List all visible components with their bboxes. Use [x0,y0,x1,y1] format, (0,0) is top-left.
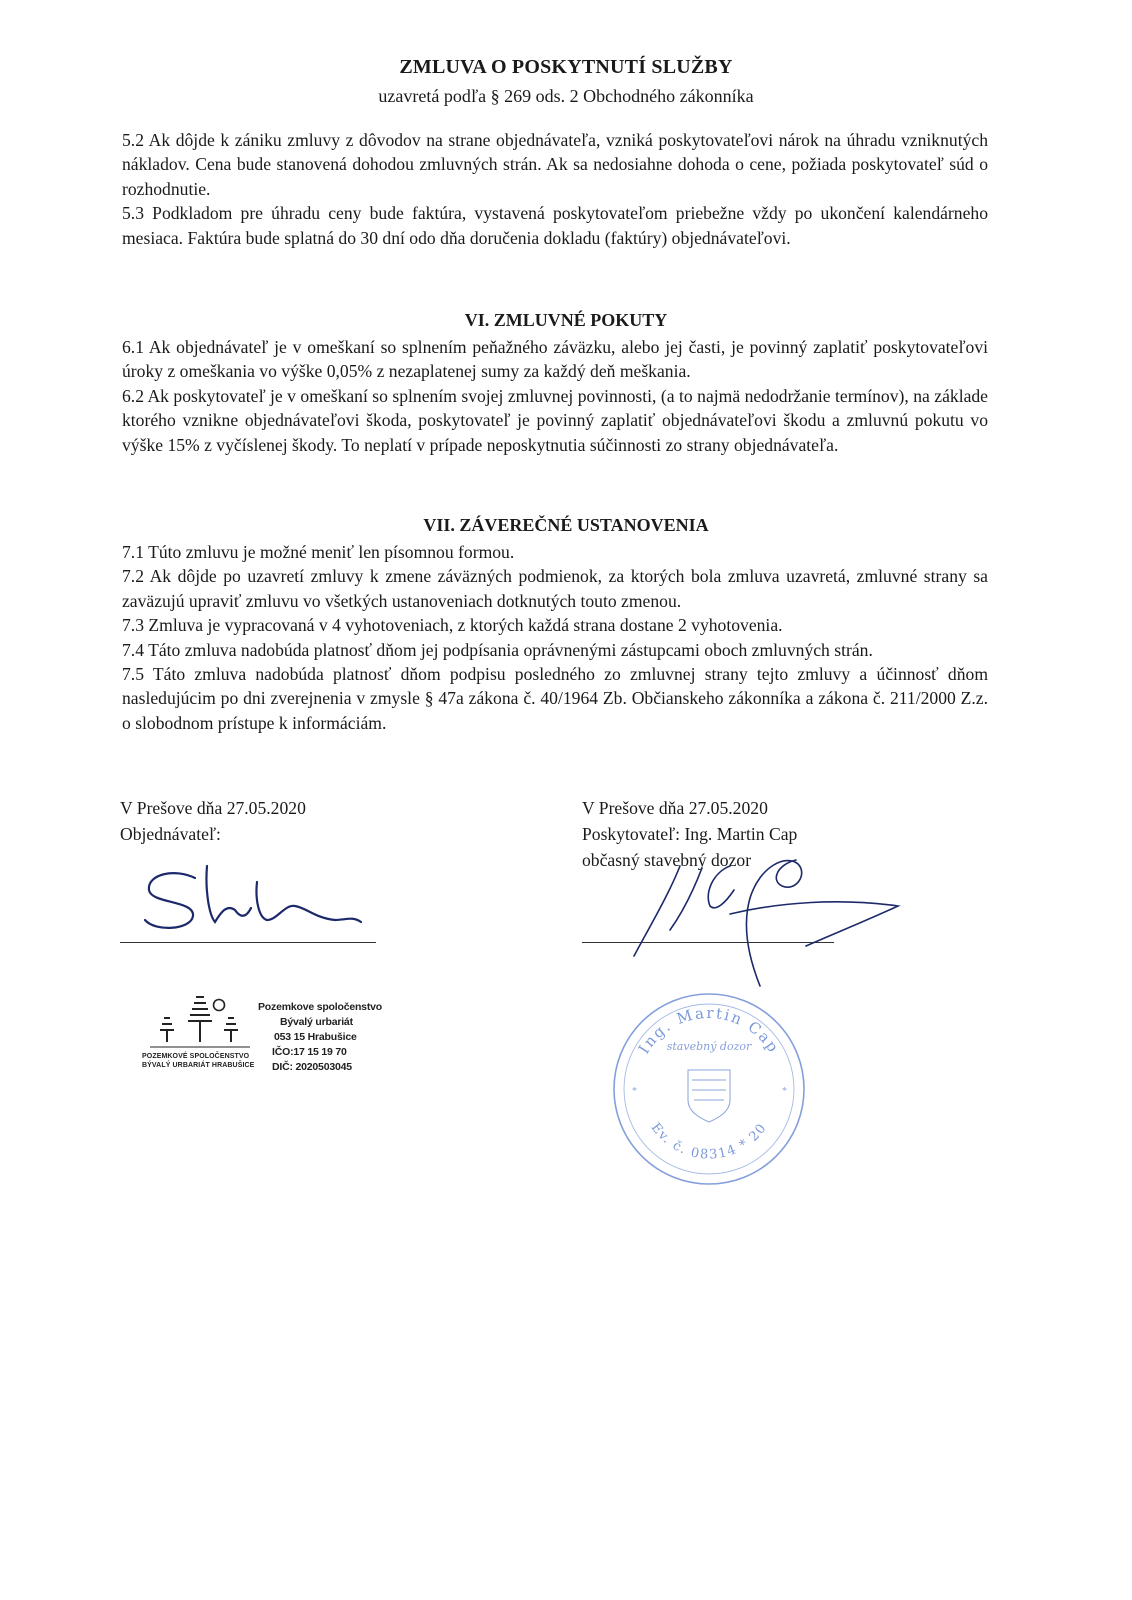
left-signature-line [120,942,376,943]
clause-7-2: 7.2 Ak dôjde po uzavretí zmluvy k zmene záväzných podmienok, za ktorých bola zmluva uzavretá, zmluvné strany sa zaväzujú upraviť zmluvu vo všetkých ustanoveniach dotknutých touto zmenou. [122,566,988,611]
section-6-heading: VI. ZMLUVNÉ POKUTY [464,310,668,330]
clause-5-3: 5.3 Podkladom pre úhradu ceny bude faktúra, vystavená poskytovateľom priebežne vždy po ukončení kalendárneho mesiaca. Faktúra bude splatná do 30 dní odo dňa doručenia dokladu (faktúry) objednávateľovi. [122,203,988,248]
logo-caption-line-1: POZEMKOVÉ SPOLOČENSTVO [142,1053,250,1060]
stamp-line-5: DIČ: 2020503045 [272,1061,352,1073]
section-7 [122,540,988,735]
right-signature [610,846,910,996]
left-place-date: V Prešove dňa 27.05.2020 [120,798,306,818]
contract-subtitle: uzavretá podľa § 269 ods. 2 Obchodného zákonníka [378,86,754,106]
stamp-line-3: 053 15 Hrabušice [274,1031,357,1043]
right-title: občasný stavebný dozor [582,850,752,870]
clause-7-4: 7.4 Táto zmluva nadobúda platnosť dňom jej podpísania oprávnenými zástupcami oboch zmluvných strán. [122,639,873,660]
right-place-date: V Prešove dňa 27.05.2020 [582,798,768,818]
clause-7-3: 7.3 Zmluva je vypracovaná v 4 vyhotoveniach, z ktorých každá strana dostane 2 vyhotovenia. [122,615,783,636]
section-7-heading: VII. ZÁVEREČNÉ USTANOVENIA [423,515,709,535]
organization-stamp [258,1000,382,1075]
official-round-stamp [608,988,810,1190]
contract-title: ZMLUVA O POSKYTNUTÍ SLUŽBY [399,56,733,78]
left-signature [135,860,365,940]
logo-caption-line-2: BÝVALÝ URBARIÁT HRABUŠICE [142,1062,255,1069]
left-role: Objednávateľ: [120,824,221,844]
logo-caption [142,1052,254,1070]
clause-7-1: 7.1 Túto zmluvu je možné meniť len písomnou formou. [122,542,515,562]
section-6 [122,335,988,457]
clause-6-1: 6.1 Ak objednávateľ je v omeškaní so splnením peňažného záväzku, alebo jej časti, je povinný zaplatiť poskytovateľovi úroky z omeškania vo výške 0,05% z nezaplatenej sumy za každý deň meškania. [122,337,988,382]
svg-text:Ev. č. 08314 * 20 [648,1120,771,1162]
stamp-name-arc: Ing. Martin Cap [634,1003,784,1057]
stamp-line-4: IČO:17 15 19 70 [272,1046,347,1058]
clause-6-2: 6.2 Ak poskytovateľ je v omeškaní so splnením svojej zmluvnej povinnosti, (a to najmä nedodržanie termínov), na základe ktorého vznikne objednávateľovi škoda, poskytovateľ je povinný zaplatiť objednávateľovi škodu a zmluvnú pokutu vo výške 15% z vyčíslenej škody. To neplatí v prípade neposkytnutia súčinnosti zo strany objednávateľa. [122,385,988,455]
svg-text:*: * [782,1086,787,1097]
stamp-registration-arc: Ev. č. 08314 * 20 [647,1120,771,1163]
stamp-line-2: Bývalý urbariát [280,1016,353,1028]
section-5 [122,128,988,250]
clause-5-2: 5.2 Ak dôjde k zániku zmluvy z dôvodov na strane objednávateľa, vzniká poskytovateľovi nárok na úhradu vzniknutých nákladov. Cena bude stanovená dohodou zmluvných strán. Ak sa nedosiahne dohoda o cene, požiada poskytovateľ súd o rozhodnutie. [122,130,988,199]
stamp-profession: stavebný dozor [666,1040,752,1053]
stamp-line-1: Pozemkove spoločenstvo [258,1001,382,1013]
right-role: Poskytovateľ: Ing. Martin Cap [582,824,798,844]
clause-7-5: 7.5 Táto zmluva nadobúda platnosť dňom podpisu posledného zo zmluvnej strany tejto zmluvy a účinnosť dňom nasledujúcim po dni zverejnenia v zmysle § 47a zákona č. 40/1964 Zb. Občianskeho zákonníka a zákona č. 211/2000 Z.z. o slobodnom prístupe k informáciám. [122,664,988,733]
svg-text:*: * [632,1086,637,1097]
tree-logo-icon [150,994,250,1050]
